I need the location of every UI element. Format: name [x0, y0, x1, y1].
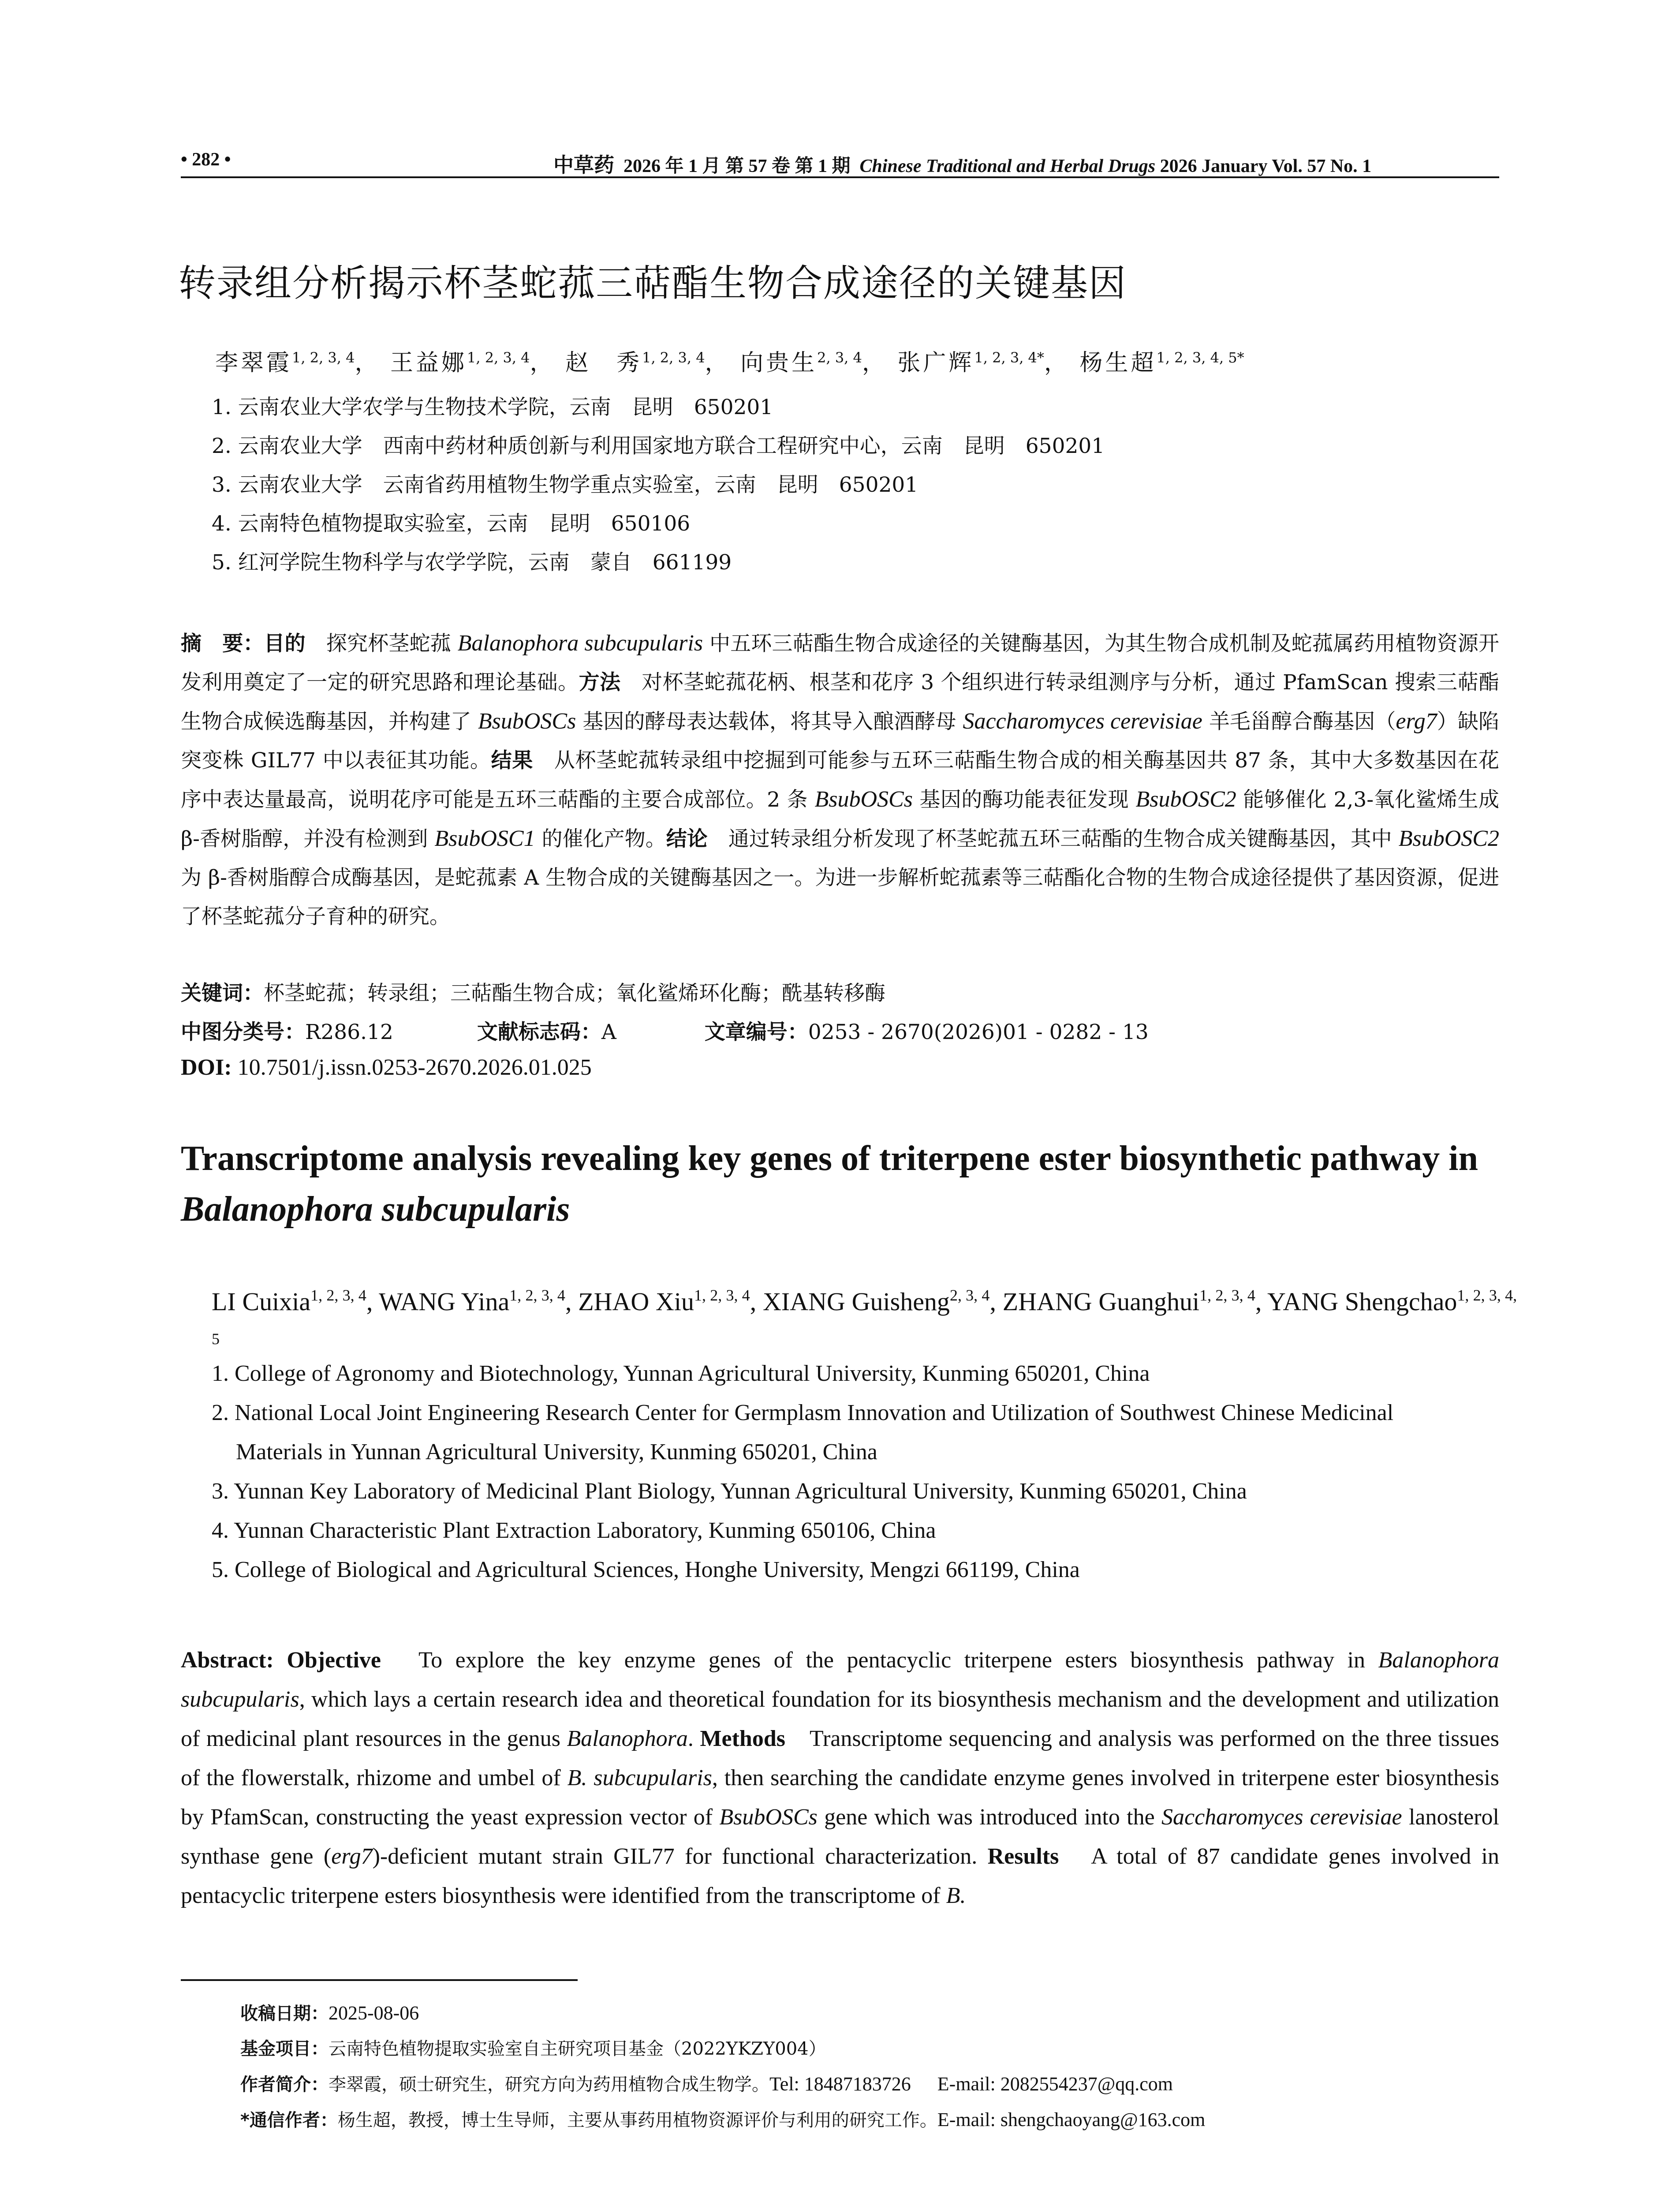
journal-info	[553, 149, 1371, 178]
title-en: Transcriptome analysis revealing key genes of triterpene ester biosynthetic pathway in Balanophora subcupularis	[181, 1139, 1478, 1229]
affiliation-cn: 2. 云南农业大学 西南中药材种质创新与利用国家地方联合工程研究中心，云南 昆明 650201	[212, 434, 1105, 458]
author-cn: 向贵生$^{2, 3, 4}$，	[740, 349, 888, 376]
author-en: ZHANG Guanghui$^{1, 2, 3, 4}$,	[1002, 1286, 1267, 1316]
journal-name-cn: 中草药	[553, 153, 614, 177]
affiliations-cn	[212, 388, 1517, 582]
running-header	[181, 146, 1499, 178]
author-cn: 赵 秀$^{1, 2, 3, 4}$，	[565, 349, 731, 376]
affiliation-cn: 3. 云南农业大学 云南省药用植物生物学重点实验室，云南 昆明 650201	[212, 473, 918, 497]
classification-line: 中图分类号：R286.12 文献标志码：A 文章编号：0253 - 2670(2026)01 - 0282 - 13	[181, 1020, 1149, 1044]
affiliations-en	[212, 1354, 1517, 1589]
doi-line: DOI: 10.7501/j.issn.0253-2670.2026.01.025	[181, 1055, 592, 1080]
author-cn: 王益娜$^{1, 2, 3, 4}$，	[390, 349, 556, 376]
affiliation-cn: 4. 云南特色植物提取实验室，云南 昆明 650106	[212, 512, 691, 536]
author-en: LI Cuixia$^{1, 2, 3, 4}$,	[212, 1286, 379, 1316]
author-cn: 杨生超$^{1, 2, 3, 4, 5*}$	[1079, 349, 1244, 376]
author-en: XIANG Guisheng$^{2, 3, 4}$,	[763, 1286, 1003, 1316]
abstract-cn	[181, 624, 1499, 936]
abstract-cn-body: 摘 要：目的 探究杯茎蛇菰 Balanophora subcupularis 中五环三萜酯生物合成途径的关键酶基因，为其生物合成机制及蛇菰属药用植物资源开发利用奠定了一定的研究思路和理论基础。方法 对杯茎蛇菰花柄、根茎和花序 3 个组织进行转录组测序与分析，通过 PfamScan 搜索三萜酯生物合成候选酶基因，并构建了 BsubOSCs 基因的酵母表达载体，将其导入酿酒酵母 Saccharomyces cerevisiae 羊毛甾醇合酶基因（erg7）缺陷突变株 GIL77 中以表征其功能。结果 从杯茎蛇菰转录组中挖掘到可能参与五环三萜酯生物合成的相关酶基因共 87 条，其中大多数基因在花序中表达量最高，说明花序可能是五环三萜酯的主要合成部位。2 条 BsubOSCs 基因的酶功能表征发现 BsubOSC2 能够催化 2,3-氧化鲨烯生成 β-香树脂醇，并没有检测到 BsubOSC1 的催化产物。结论 通过转录组分析发现了杯茎蛇菰五环三萜酯的生物合成关键酶基因，其中 BsubOSC2 为 β-香树脂醇合成酶基因，是蛇菰素 A 生物合成的关键酶基因之一。为进一步解析蛇菰素等三萜酯化合物的生物合成途径提供了基因资源，促进了杯茎蛇菰分子育种的研究。	[181, 631, 1499, 929]
footnote-fund: 基金项目：云南特色植物提取实验室自主研究项目基金（2022YKZY004）	[240, 2039, 826, 2059]
author-en: YANG Shengchao$^{1, 2, 3, 4, 5}$	[212, 1286, 1517, 1348]
footnote-author: 作者简介：李翠霞，硕士研究生，研究方向为药用植物合成生物学。Tel: 18487183726 E-mail: 2082554237@qq.com	[240, 2073, 1173, 2095]
authors-en	[212, 1277, 1517, 1364]
abstract-cn-label: 摘 要：	[181, 632, 264, 656]
author-en: WANG Yina$^{1, 2, 3, 4}$,	[379, 1286, 579, 1316]
affiliation-cn: 1. 云南农业大学农学与生物技术学院，云南 昆明 650201	[212, 395, 773, 419]
issue-en: 2026 January Vol. 57 No. 1	[1160, 156, 1372, 176]
affiliation-en: 5. College of Biological and Agricultural Sciences, Honghe University, Mengzi 661199, China	[212, 1557, 1080, 1582]
abstract-en-body: Abstract: Objective To explore the key enzyme genes of the pentacyclic triterpene esters biosynthesis pathway in Balanophora subcupularis, which lays a certain research idea and theoretical foundation for its biosynthesis mechanism and the development and utilization of medicinal plant resources in the genus Balanophora. Methods Transcriptome sequencing and analysis was performed on the three tissues of the flowerstalk, rhizome and umbel of B. subcupularis, then searching the candidate enzyme genes involved in triterpene ester biosynthesis by PfamScan, constructing the yeast expression vector of BsubOSCs gene which was introduced into the Saccharomyces cerevisiae lanosterol synthase gene (erg7)-deficient mutant strain GIL77 for functional characterization. Results A total of 87 candidate genes involved in pentacyclic triterpene esters biosynthesis were identified from the transcriptome of B.	[181, 1648, 1500, 1908]
journal-name-en: Chinese Traditional and Herbal Drugs	[859, 156, 1156, 176]
doi-link[interactable]: 10.7501/j.issn.0253-2670.2026.01.025	[231, 1055, 592, 1080]
article-number: 0253 - 2670(2026)01 - 0282 - 13	[808, 1020, 1149, 1044]
footnote-rule	[181, 1979, 578, 1981]
keywords-text: 杯茎蛇菰；转录组；三萜酯生物合成；氧化鲨烯环化酶；酰基转移酶	[264, 981, 885, 1005]
title-cn: 转录组分析揭示杯茎蛇菰三萜酯生物合成途径的关键基因	[179, 262, 1127, 305]
affiliation-en: 2. National Local Joint Engineering Research Center for Germplasm Innovation and Utilization of Southwest Chinese Medicinal	[212, 1400, 1394, 1425]
footnote-received: 收稿日期：2025-08-06	[240, 2002, 419, 2024]
keywords-cn	[181, 977, 1499, 1006]
author-en: ZHAO Xiu$^{1, 2, 3, 4}$,	[578, 1286, 763, 1316]
authors-cn	[215, 344, 1538, 377]
author-cn: 李翠霞$^{1, 2, 3, 4}$，	[215, 349, 381, 376]
document-code: A	[601, 1020, 616, 1044]
affiliation-en: 1. College of Agronomy and Biotechnology, Yunnan Agricultural University, Kunming 650201, China	[212, 1361, 1150, 1386]
header-rule	[181, 176, 1499, 178]
footnote-corresponding: *通信作者：杨生超，教授，博士生导师，主要从事药用植物资源评价与利用的研究工作。E-mail: shengchaoyang@163.com	[240, 2109, 1206, 2130]
issue-cn: 2026 年 1 月 第 57 卷 第 1 期	[623, 156, 851, 176]
affiliation-en: 4. Yunnan Characteristic Plant Extraction Laboratory, Kunming 650106, China	[212, 1518, 936, 1543]
page-number: • 282 •	[181, 149, 231, 170]
author-cn: 张广辉$^{1, 2, 3, 4*}$，	[897, 349, 1070, 376]
footnotes	[240, 1996, 1501, 2138]
corresponding-email[interactable]: E-mail: shengchaoyang@163.com	[937, 2109, 1206, 2130]
abstract-en-label: Abstract:	[181, 1648, 287, 1673]
affiliation-cn: 5. 红河学院生物科学与农学学院，云南 蒙自 661199	[212, 550, 732, 575]
abstract-en	[181, 1641, 1499, 1915]
keywords-label: 关键词：	[181, 981, 264, 1005]
clc-number: R286.12	[305, 1020, 393, 1044]
affiliation-en: Materials in Yunnan Agricultural University, Kunming 650201, China	[236, 1439, 877, 1465]
author-email[interactable]: E-mail: 2082554237@qq.com	[937, 2073, 1173, 2095]
affiliation-en: 3. Yunnan Key Laboratory of Medicinal Plant Biology, Yunnan Agricultural University, Kunming 650201, China	[212, 1479, 1247, 1504]
